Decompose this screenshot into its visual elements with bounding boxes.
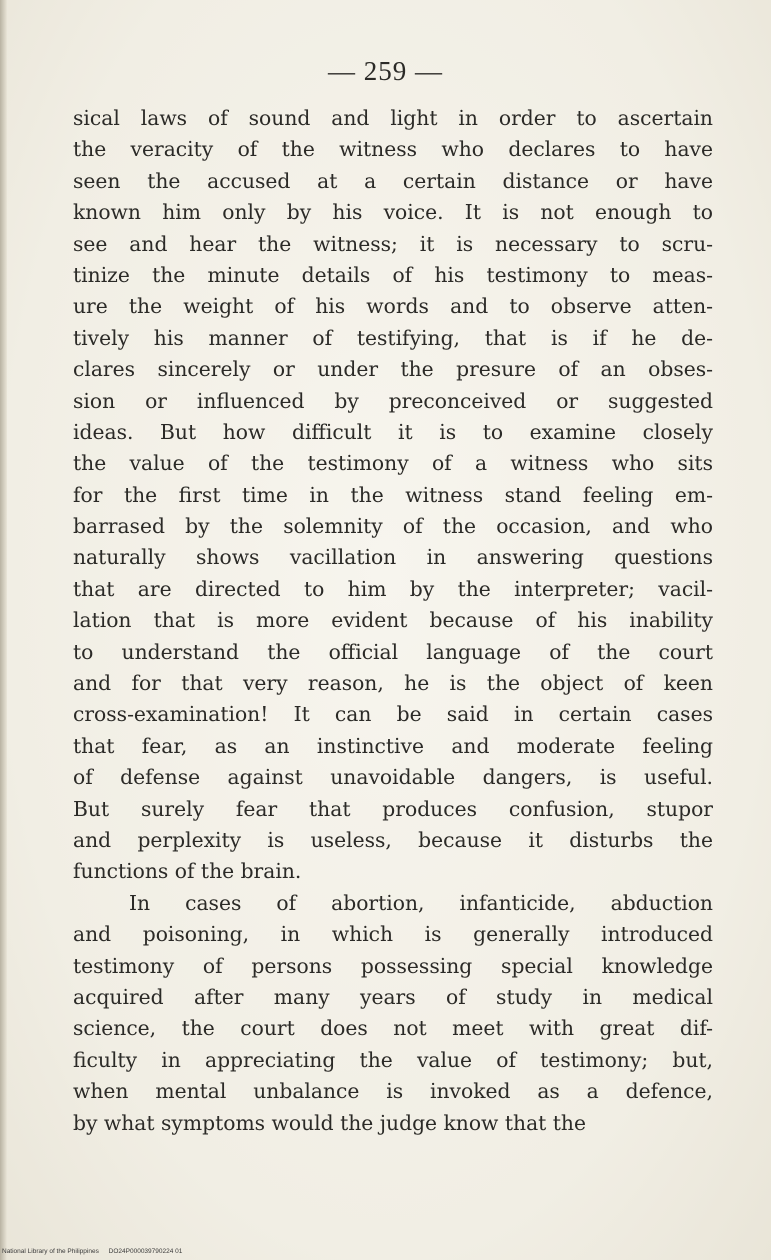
- text-line: of defense against unavoidable dangers, is useful.: [73, 765, 713, 790]
- text-line: sion or influenced by preconceived or suggested: [73, 388, 713, 413]
- text-line: testimony of persons possessing special knowledge: [73, 953, 713, 978]
- text-line: tively his manner of testifying, that is if he de-: [73, 325, 713, 350]
- text-line: In cases of abortion, infanticide, abduction: [129, 890, 713, 915]
- text-line: that are directed to him by the interpreter; vacil-: [73, 576, 713, 601]
- scan-footer: [2, 1248, 190, 1255]
- text-line: to understand the official language of the court: [73, 639, 713, 664]
- text-line: that fear, as an instinctive and moderate feeling: [73, 733, 713, 758]
- text-line: acquired after many years of study in medical: [73, 984, 713, 1009]
- text-line: tinize the minute details of his testimony to meas-: [73, 262, 713, 287]
- text-line: But surely fear that produces confusion, stupor: [73, 796, 713, 821]
- body-text: [73, 103, 713, 1139]
- paragraph-2: [73, 888, 713, 1139]
- footer-institution: National Library of the Philippines: [2, 1248, 99, 1255]
- text-line: cross-examination! It can be said in certain cases: [73, 702, 713, 727]
- page-number: — 259 —: [328, 56, 443, 86]
- text-line: see and hear the witness; it is necessary to scru-: [73, 231, 713, 256]
- text-line: when mental unbalance is invoked as a defence,: [73, 1079, 713, 1104]
- paragraph-1: [73, 103, 713, 888]
- text-line: known him only by his voice. It is not enough to: [73, 200, 713, 225]
- text-line: and poisoning, in which is generally introduced: [73, 922, 713, 947]
- text-line: lation that is more evident because of his inability: [73, 608, 713, 633]
- text-line: by what symptoms would the judge know that the: [73, 1110, 586, 1135]
- text-line: ideas. But how difficult it is to examine closely: [73, 419, 713, 444]
- text-line: sical laws of sound and light in order to ascertain: [73, 106, 713, 130]
- text-line: and for that very reason, he is the object of keen: [73, 671, 713, 696]
- text-line: and perplexity is useless, because it disturbs the: [73, 827, 713, 852]
- text-line: ure the weight of his words and to observe atten-: [73, 294, 713, 319]
- text-line: barrased by the solemnity of the occasion, and who: [73, 514, 713, 539]
- text-line: ficulty in appreciating the value of testimony; but,: [73, 1047, 713, 1072]
- footer-identifier: DO24P000039790224 01: [108, 1248, 183, 1255]
- text-line: for the first time in the witness stand feeling em-: [73, 482, 713, 507]
- text-line: naturally shows vacillation in answering questions: [73, 545, 713, 570]
- text-line: the value of the testimony of a witness who sits: [73, 451, 713, 476]
- text-line: seen the accused at a certain distance or have: [73, 168, 713, 193]
- text-line: science, the court does not meet with great dif-: [73, 1016, 713, 1041]
- text-line: functions of the brain.: [73, 859, 302, 884]
- page-binding-edge: [0, 0, 7, 1260]
- text-line: the veracity of the witness who declares to have: [73, 137, 713, 162]
- text-line: clares sincerely or under the presure of an obses-: [73, 357, 713, 382]
